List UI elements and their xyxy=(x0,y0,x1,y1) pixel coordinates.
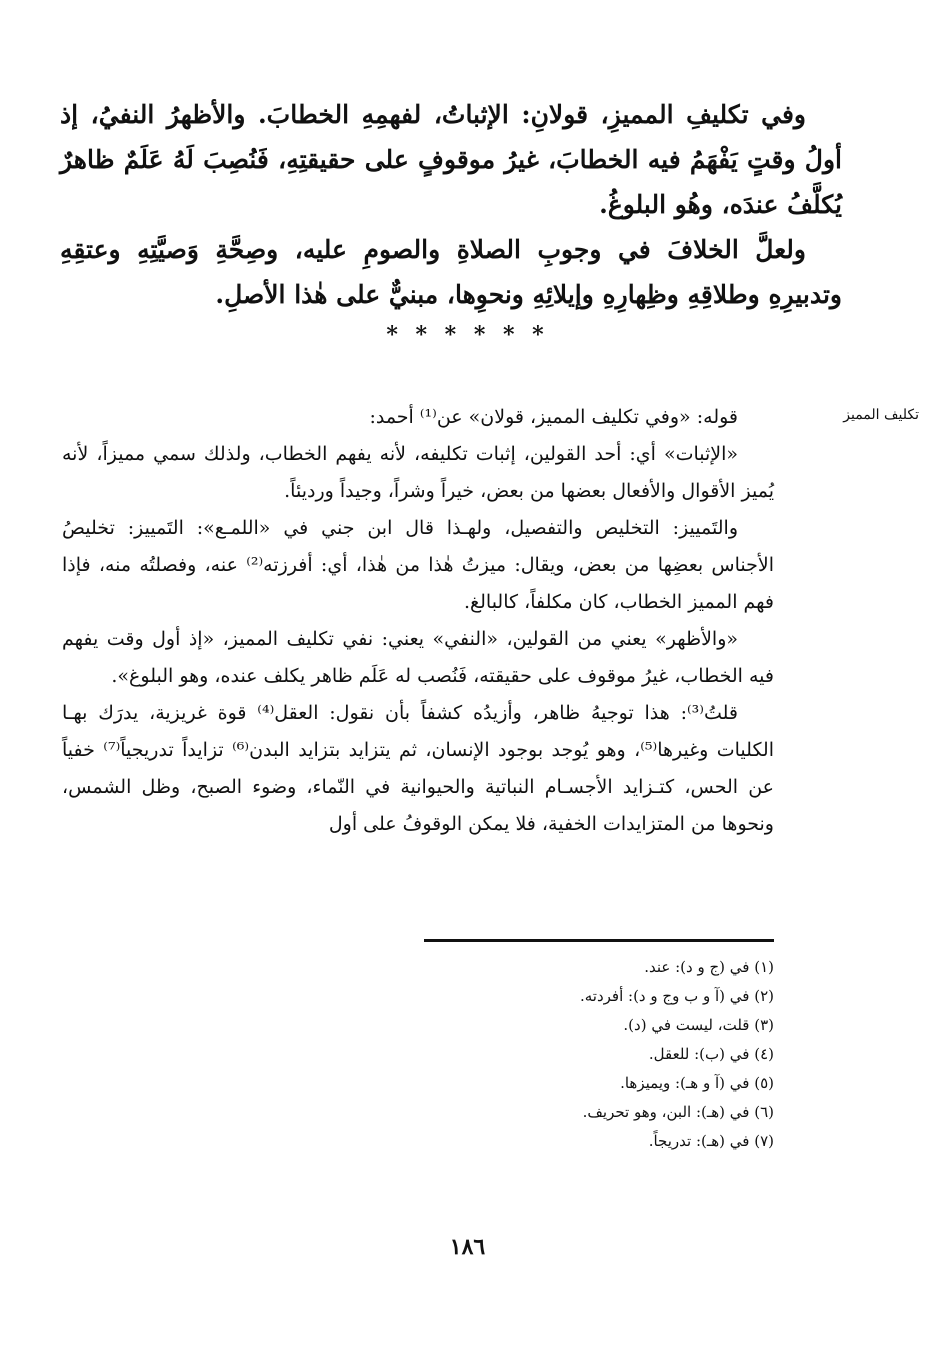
footnote: (٧) في (هـ): تدريجاً. xyxy=(648,1132,774,1150)
commentary-block xyxy=(62,399,774,843)
footnotes-list xyxy=(300,953,774,1156)
page-number: ١٨٦ xyxy=(449,1234,486,1260)
commentary-paragraph: قلتُ⁽³⁾: هذا توجيهُ ظاهر، وأزيدُه كشفاً بأن نقول: العقل⁽⁴⁾ قوة غريزية، يدرَك بهـا الكليات وغيرها⁽⁵⁾، وهو يُوجد بوجود الإنسان، ثم يتزايد بتزايد البدن⁽⁶⁾ تزايداً تدريجياً⁽⁷⁾ خفياً عن الحس، كتـزايد الأجسـام النباتية والحيوانية في النّماء، وضوء الصبح، وظل الشمس، ونحوها من المتزايدات الخفية، فلا يمكن الوقوفُ على أول xyxy=(62,702,774,835)
commentary-paragraph: «الإثبات» أي: أحد القولين، إثبات تكليفه، لأنه يفهم الخطاب، ولذلك سمي مميزاً، لأنه يُميز الأقوال والأفعال بعضها من بعض، خيراً وشراً، وجيداً ورديئاً. xyxy=(62,443,774,502)
commentary-paragraph: والتَمييز: التخليص والتفصيل، ولهـذا قال ابن جني في «اللمـع»: التَمييز: تخليصُ الأجناس بعضِها من بعض، ويقال: ميزتُ هٰذا من هٰذا، أي: أفرزته⁽²⁾ عنه، وفصلتُه منه، فإذا فهم المميز الخطاب، كان مكلفاً، كالبالغ. xyxy=(62,517,774,613)
footnote: (٦) في (هـ): البن، وهو تحريف. xyxy=(582,1103,774,1121)
footnote-divider xyxy=(424,939,774,942)
margin-topic-label: تكليف المميز xyxy=(843,407,919,423)
commentary-paragraph: «والأظهر» يعني من القولين، «النفي» يعني: نفي تكليف المميز، «إذ أول وقت يفهم فيه الخطاب، غيرُ موقوف على حقيقته، فَنُصب له عَلَم ظاهر يكلف عنده، وهو البلوغ». xyxy=(62,628,774,687)
section-separator: * * * * * * xyxy=(386,322,549,348)
main-text-block xyxy=(60,92,842,317)
footnote: (٤) في (ب): للعقل. xyxy=(648,1045,774,1063)
footnote: (١) في (ج و د): عند. xyxy=(644,958,774,976)
footnote: (٢) في (آ و ب وج و د): أفردته. xyxy=(579,987,774,1005)
footnote: (٣) قلت، ليست في (د). xyxy=(623,1016,774,1034)
footnote: (٥) في (آ و هـ): ويميزها. xyxy=(620,1074,774,1092)
main-text-paragraph: وفي تكليفِ المميزِ، قولانِ: الإثباتُ، لفهمِهِ الخطابَ. والأظهرُ النفيُ، إذ أولُ وقتٍ يَفْهَمُ فيه الخطابَ، غيرُ موقوفٍ على حقيقتِهِ، فَنُصِبَ لَهُ عَلَمٌ ظاهرٌ يُكلَّفُ عندَه، وهُو البلوغُ. xyxy=(60,100,842,219)
commentary-paragraph: قوله: «وفي تكليف المميز، قولان» عن⁽¹⁾ أحمد: xyxy=(369,406,738,428)
main-text-paragraph: ولعلَّ الخلافَ في وجوبِ الصلاةِ والصومِ عليه، وصِحَّةِ وَصيَّتِهِ وعتقِهِ وتدبيرِهِ وطلاقِهِ وظِهارِهِ وإيلائِهِ ونحوِها، مبنيٌّ على هٰذا الأصلِ. xyxy=(60,235,842,309)
